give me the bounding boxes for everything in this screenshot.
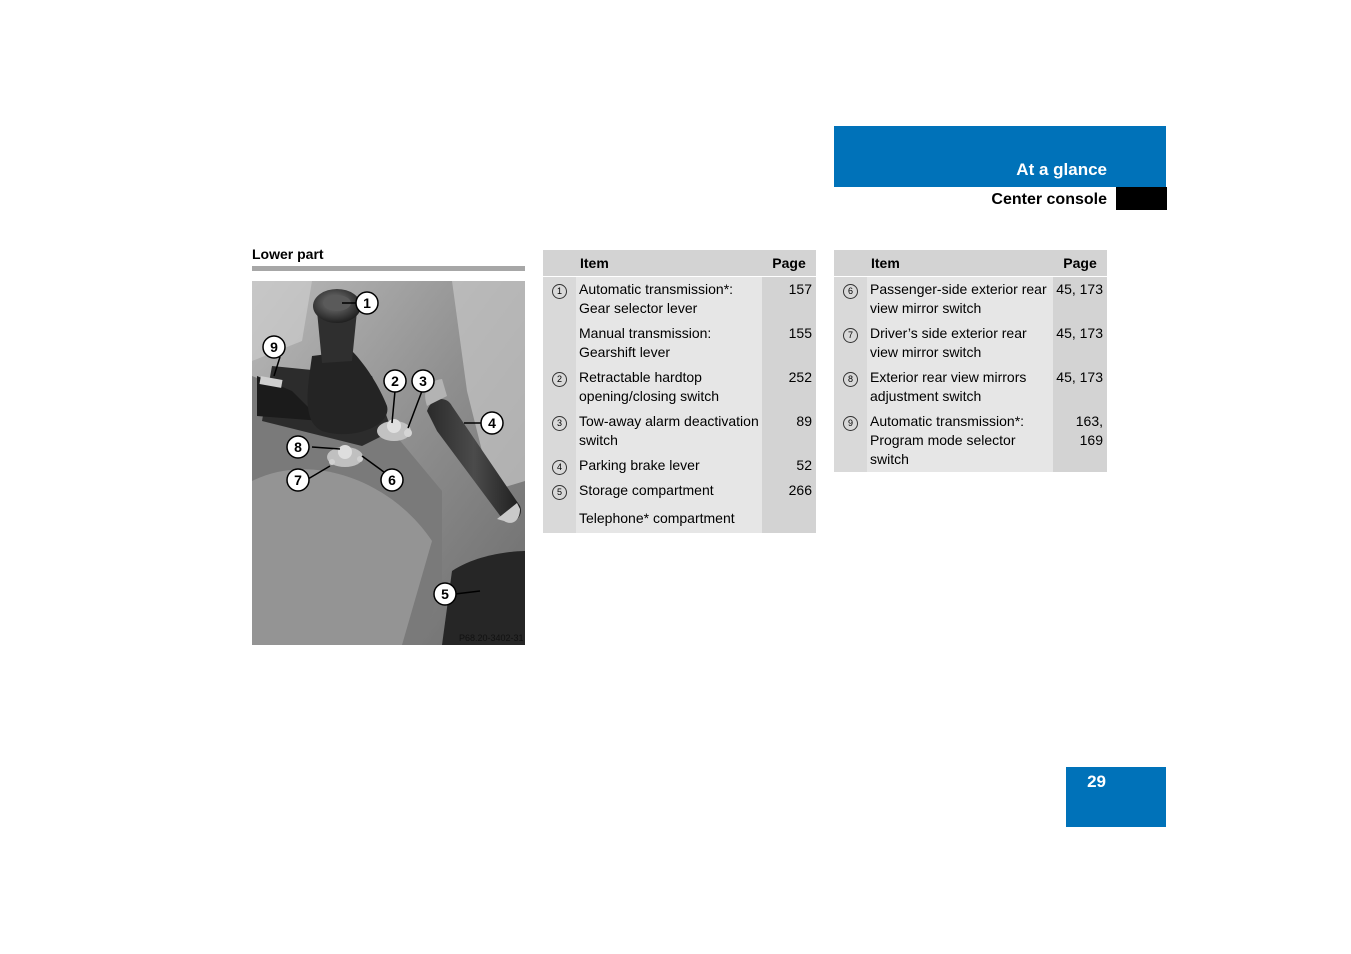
table-header-row <box>543 250 816 277</box>
table-row <box>834 365 1107 409</box>
item-text: Automatic transmission*: Gear selector lever <box>579 281 734 316</box>
table-header-row <box>834 250 1107 277</box>
callout-4 <box>481 412 503 434</box>
table-row <box>543 503 816 533</box>
item-number: 4 <box>552 460 567 475</box>
svg-text:8: 8 <box>294 439 302 455</box>
page-ref: 89 <box>762 409 816 453</box>
subsection-title: Center console <box>991 191 1107 208</box>
callout-9 <box>263 336 285 358</box>
page-ref: 45, 173 <box>1053 277 1107 322</box>
page-ref: 155 <box>762 321 816 365</box>
table-row <box>543 365 816 409</box>
svg-text:2: 2 <box>391 373 399 389</box>
item-text: Driver’s side exterior rear view mirror switch <box>870 325 1027 360</box>
item-text: Exterior rear view mirrors adjustment switch <box>870 369 1027 404</box>
page-ref: 163, 169 <box>1053 409 1107 472</box>
item-number: 7 <box>843 328 858 343</box>
page-number-box <box>1066 767 1166 827</box>
items-table-left <box>543 250 816 533</box>
column-header-page: Page <box>762 250 816 277</box>
table-row <box>834 321 1107 365</box>
svg-text:9: 9 <box>270 339 278 355</box>
item-text: Parking brake lever <box>579 457 700 473</box>
table-row <box>543 277 816 322</box>
table-row <box>834 409 1107 472</box>
page-ref: 52 <box>762 453 816 478</box>
item-number: 6 <box>843 284 858 299</box>
column-header-item: Item <box>576 250 762 277</box>
item-text: Passenger-side exterior rear view mirror switch <box>870 281 1047 316</box>
page-ref: 266 <box>762 478 816 503</box>
item-text: Manual transmission: Gearshift lever <box>579 325 712 360</box>
page-ref <box>762 503 816 533</box>
svg-text:1: 1 <box>363 295 371 311</box>
callout-5 <box>434 583 456 605</box>
table-row <box>543 478 816 503</box>
section-header-bar <box>834 126 1166 187</box>
item-number: 8 <box>843 372 858 387</box>
callout-3 <box>412 370 434 392</box>
callout-6 <box>381 469 403 491</box>
callout-8 <box>287 436 309 458</box>
page-ref: 45, 173 <box>1053 365 1107 409</box>
heading-rule <box>252 266 525 271</box>
items-table-right <box>834 250 1107 472</box>
figure-code: P68.20-3402-31 <box>459 633 524 643</box>
item-text: Tow-away alarm deactivation switch <box>579 413 759 448</box>
svg-text:4: 4 <box>488 415 496 431</box>
table-row <box>834 277 1107 322</box>
item-text: Retractable hardtop opening/closing switch <box>579 369 720 404</box>
item-text: Storage compartment <box>579 482 714 498</box>
table-row <box>543 321 816 365</box>
center-console-photo <box>252 281 525 645</box>
table-row <box>543 409 816 453</box>
page-ref: 252 <box>762 365 816 409</box>
callout-7 <box>287 469 309 491</box>
item-number: 9 <box>843 416 858 431</box>
item-number: 1 <box>552 284 567 299</box>
table-row <box>543 453 816 478</box>
svg-text:3: 3 <box>419 373 427 389</box>
page-number: 29 <box>1087 772 1106 791</box>
item-number: 2 <box>552 372 567 387</box>
svg-text:5: 5 <box>441 586 449 602</box>
callout-2 <box>384 370 406 392</box>
callout-1 <box>356 292 378 314</box>
column-header-item: Item <box>867 250 1053 277</box>
svg-text:6: 6 <box>388 472 396 488</box>
column-header-page: Page <box>1053 250 1107 277</box>
item-text: Automatic transmission*: Program mode selector switch <box>870 413 1025 467</box>
page-ref: 45, 173 <box>1053 321 1107 365</box>
section-title: At a glance <box>1016 160 1107 179</box>
item-text: Telephone* compartment <box>579 510 735 526</box>
section-tab-marker <box>1116 187 1167 210</box>
svg-text:7: 7 <box>294 472 302 488</box>
item-number: 3 <box>552 416 567 431</box>
page-ref: 157 <box>762 277 816 322</box>
figure-heading: Lower part <box>252 246 324 262</box>
item-number: 5 <box>552 485 567 500</box>
